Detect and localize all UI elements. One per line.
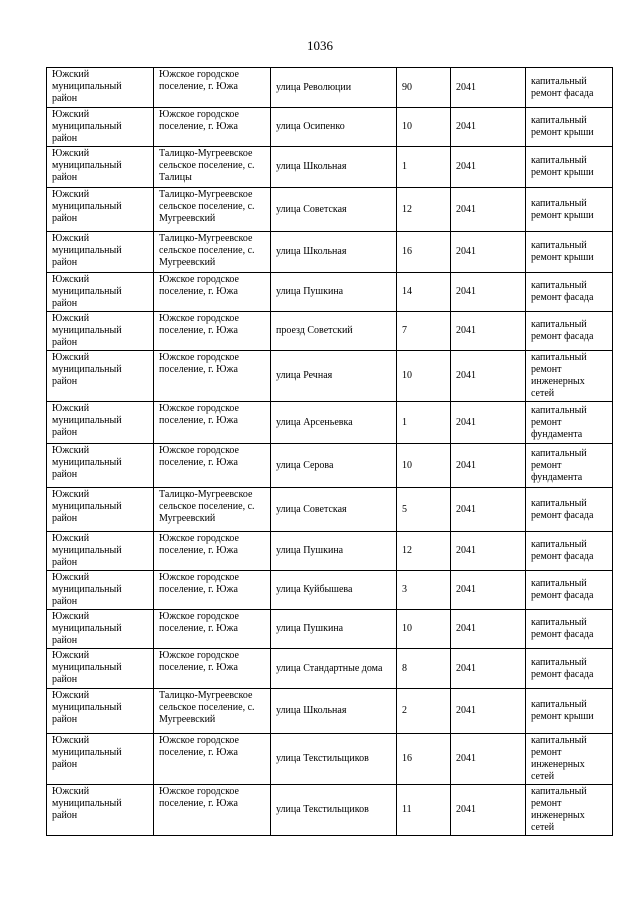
- settlement-cell: Талицко-Мугреевское сельское поселение, с. Мугреевский: [154, 689, 271, 734]
- district-cell: Южский муниципальный район: [47, 785, 154, 836]
- street-cell: улица Речная: [271, 351, 397, 402]
- district-cell: Южский муниципальный район: [47, 488, 154, 532]
- district-cell: Южский муниципальный район: [47, 610, 154, 649]
- house-number-cell: 12: [397, 532, 451, 571]
- street-cell: улица Школьная: [271, 232, 397, 273]
- work-type-cell: капитальный ремонт инженерных сетей: [526, 351, 613, 402]
- work-type-cell: капитальный ремонт крыши: [526, 689, 613, 734]
- year-cell: 2041: [451, 444, 526, 488]
- street-cell: улица Осипенко: [271, 108, 397, 147]
- house-number-cell: 1: [397, 147, 451, 188]
- work-type-cell: капитальный ремонт фасада: [526, 610, 613, 649]
- street-cell: улица Пушкина: [271, 273, 397, 312]
- table-row: [47, 532, 613, 571]
- year-cell: 2041: [451, 108, 526, 147]
- house-number-cell: 3: [397, 571, 451, 610]
- table-row: [47, 232, 613, 273]
- table-row: [47, 68, 613, 108]
- settlement-cell: Южское городское поселение, г. Южа: [154, 649, 271, 689]
- street-cell: улица Куйбышева: [271, 571, 397, 610]
- work-type-cell: капитальный ремонт фундамента: [526, 402, 613, 444]
- year-cell: 2041: [451, 649, 526, 689]
- district-cell: Южский муниципальный район: [47, 571, 154, 610]
- district-cell: Южский муниципальный район: [47, 734, 154, 785]
- house-number-cell: 1: [397, 402, 451, 444]
- settlement-cell: Южское городское поселение, г. Южа: [154, 108, 271, 147]
- district-cell: Южский муниципальный район: [47, 273, 154, 312]
- work-type-cell: капитальный ремонт крыши: [526, 147, 613, 188]
- year-cell: 2041: [451, 351, 526, 402]
- table-row: [47, 689, 613, 734]
- year-cell: 2041: [451, 610, 526, 649]
- table-row: [47, 402, 613, 444]
- work-type-cell: капитальный ремонт крыши: [526, 232, 613, 273]
- street-cell: улица Текстильщиков: [271, 734, 397, 785]
- settlement-cell: Южское городское поселение, г. Южа: [154, 610, 271, 649]
- year-cell: 2041: [451, 734, 526, 785]
- house-number-cell: 16: [397, 232, 451, 273]
- settlement-cell: Южское городское поселение, г. Южа: [154, 734, 271, 785]
- district-cell: Южский муниципальный район: [47, 649, 154, 689]
- year-cell: 2041: [451, 188, 526, 232]
- settlement-cell: Южское городское поселение, г. Южа: [154, 571, 271, 610]
- table-row: [47, 312, 613, 351]
- work-type-cell: капитальный ремонт инженерных сетей: [526, 785, 613, 836]
- house-number-cell: 10: [397, 610, 451, 649]
- year-cell: 2041: [451, 571, 526, 610]
- year-cell: 2041: [451, 402, 526, 444]
- work-type-cell: капитальный ремонт фасада: [526, 273, 613, 312]
- settlement-cell: Южское городское поселение, г. Южа: [154, 273, 271, 312]
- year-cell: 2041: [451, 273, 526, 312]
- settlement-cell: Южское городское поселение, г. Южа: [154, 444, 271, 488]
- house-number-cell: 90: [397, 68, 451, 108]
- table-row: [47, 108, 613, 147]
- street-cell: улица Арсеньевка: [271, 402, 397, 444]
- district-cell: Южский муниципальный район: [47, 147, 154, 188]
- settlement-cell: Талицко-Мугреевское сельское поселение, с. Мугреевский: [154, 488, 271, 532]
- house-number-cell: 8: [397, 649, 451, 689]
- house-number-cell: 5: [397, 488, 451, 532]
- district-cell: Южский муниципальный район: [47, 351, 154, 402]
- district-cell: Южский муниципальный район: [47, 188, 154, 232]
- street-cell: улица Школьная: [271, 689, 397, 734]
- district-cell: Южский муниципальный район: [47, 402, 154, 444]
- house-number-cell: 10: [397, 444, 451, 488]
- table-row: [47, 444, 613, 488]
- work-type-cell: капитальный ремонт фасада: [526, 488, 613, 532]
- street-cell: улица Школьная: [271, 147, 397, 188]
- table-row: [47, 273, 613, 312]
- district-cell: Южский муниципальный район: [47, 532, 154, 571]
- settlement-cell: Южское городское поселение, г. Южа: [154, 402, 271, 444]
- work-type-cell: капитальный ремонт фасада: [526, 68, 613, 108]
- settlement-cell: Южское городское поселение, г. Южа: [154, 351, 271, 402]
- year-cell: 2041: [451, 488, 526, 532]
- house-number-cell: 10: [397, 351, 451, 402]
- year-cell: 2041: [451, 532, 526, 571]
- house-number-cell: 10: [397, 108, 451, 147]
- table-row: [47, 734, 613, 785]
- street-cell: улица Пушкина: [271, 610, 397, 649]
- year-cell: 2041: [451, 689, 526, 734]
- district-cell: Южский муниципальный район: [47, 689, 154, 734]
- house-number-cell: 16: [397, 734, 451, 785]
- table-row: [47, 571, 613, 610]
- page-number: 1036: [307, 38, 333, 53]
- work-type-cell: капитальный ремонт фасада: [526, 649, 613, 689]
- year-cell: 2041: [451, 232, 526, 273]
- work-type-cell: капитальный ремонт фасада: [526, 312, 613, 351]
- district-cell: Южский муниципальный район: [47, 444, 154, 488]
- street-cell: улица Текстильщиков: [271, 785, 397, 836]
- work-type-cell: капитальный ремонт крыши: [526, 188, 613, 232]
- year-cell: 2041: [451, 785, 526, 836]
- street-cell: улица Советская: [271, 488, 397, 532]
- table-row: [47, 610, 613, 649]
- table-row: [47, 488, 613, 532]
- street-cell: улица Серова: [271, 444, 397, 488]
- year-cell: 2041: [451, 312, 526, 351]
- year-cell: 2041: [451, 68, 526, 108]
- house-number-cell: 2: [397, 689, 451, 734]
- street-cell: улица Пушкина: [271, 532, 397, 571]
- house-number-cell: 11: [397, 785, 451, 836]
- work-type-cell: капитальный ремонт крыши: [526, 108, 613, 147]
- work-type-cell: капитальный ремонт фасада: [526, 532, 613, 571]
- table-body: [47, 68, 613, 836]
- district-cell: Южский муниципальный район: [47, 312, 154, 351]
- district-cell: Южский муниципальный район: [47, 232, 154, 273]
- settlement-cell: Южское городское поселение, г. Южа: [154, 68, 271, 108]
- year-cell: 2041: [451, 147, 526, 188]
- house-number-cell: 7: [397, 312, 451, 351]
- work-type-cell: капитальный ремонт фасада: [526, 571, 613, 610]
- district-cell: Южский муниципальный район: [47, 108, 154, 147]
- repair-schedule-table: [46, 67, 613, 836]
- table-row: [47, 351, 613, 402]
- house-number-cell: 14: [397, 273, 451, 312]
- table-row: [47, 147, 613, 188]
- street-cell: улица Стандартные дома: [271, 649, 397, 689]
- table-row: [47, 785, 613, 836]
- street-cell: улица Советская: [271, 188, 397, 232]
- settlement-cell: Южское городское поселение, г. Южа: [154, 312, 271, 351]
- house-number-cell: 12: [397, 188, 451, 232]
- table-row: [47, 188, 613, 232]
- work-type-cell: капитальный ремонт фундамента: [526, 444, 613, 488]
- street-cell: улица Революции: [271, 68, 397, 108]
- street-cell: проезд Советский: [271, 312, 397, 351]
- district-cell: Южский муниципальный район: [47, 68, 154, 108]
- work-type-cell: капитальный ремонт инженерных сетей: [526, 734, 613, 785]
- settlement-cell: Южское городское поселение, г. Южа: [154, 532, 271, 571]
- settlement-cell: Талицко-Мугреевское сельское поселение, с. Мугреевский: [154, 232, 271, 273]
- settlement-cell: Южское городское поселение, г. Южа: [154, 785, 271, 836]
- settlement-cell: Талицко-Мугреевское сельское поселение, с. Мугреевский: [154, 188, 271, 232]
- table-row: [47, 649, 613, 689]
- settlement-cell: Талицко-Мугреевское сельское поселение, с. Талицы: [154, 147, 271, 188]
